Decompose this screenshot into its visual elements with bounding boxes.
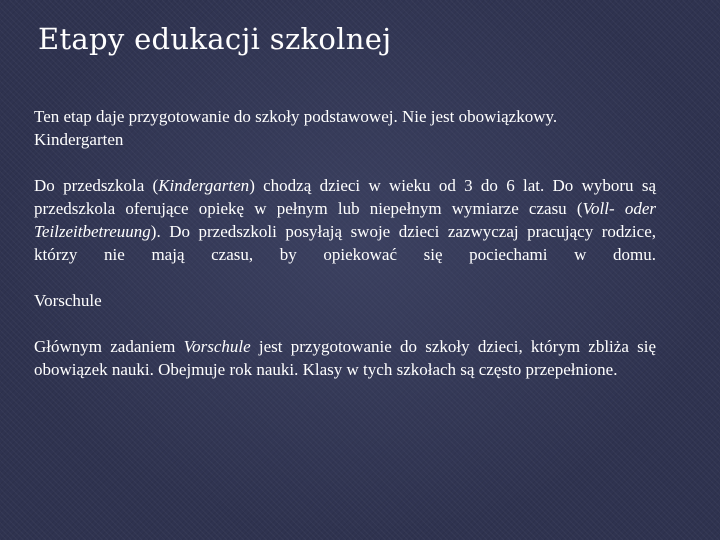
spacer	[34, 151, 656, 174]
care-options-term: Voll- oder Teilzeitbetreuung	[34, 199, 656, 241]
spacer	[34, 312, 656, 335]
vorschule-term: Vorschule	[183, 337, 251, 356]
kindergarten-paragraph	[34, 174, 656, 266]
slide-title: Etapy edukacji szkolnej	[38, 22, 392, 56]
vorschule-heading: Vorschule	[34, 291, 102, 310]
kindergarten-text-3: ). Do przedszkoli posyłają swoje dzieci zazwyczaj pracujący rodzice, którzy nie mają czasu, by opiekować się pociechami w domu.	[34, 222, 656, 264]
intro-paragraph: Ten etap daje przygotowanie do szkoły podstawowej. Nie jest obowiązkowy.	[34, 107, 558, 126]
kindergarten-heading: Kindergarten	[34, 130, 124, 149]
slide-content	[34, 105, 656, 381]
vorschule-text-2: jest przygotowanie do szkoły dzieci, którym zbliża się obowiązek nauki. Obejmuje rok nauki. Klasy w tych szkołach są często przepełnione.	[34, 337, 656, 379]
spacer	[34, 266, 656, 289]
kindergarten-text-2: ) chodzą dzieci w wieku od 3 do 6 lat. Do wyboru są przedszkola oferujące opiekę w pełnym lub niepełnym wymiarze czasu (	[34, 176, 656, 218]
vorschule-text-1: Głównym zadaniem	[34, 337, 184, 356]
kindergarten-term: Kindergarten	[158, 176, 250, 195]
kindergarten-text-1: Do przedszkola (	[34, 176, 159, 195]
vorschule-paragraph	[34, 335, 656, 381]
